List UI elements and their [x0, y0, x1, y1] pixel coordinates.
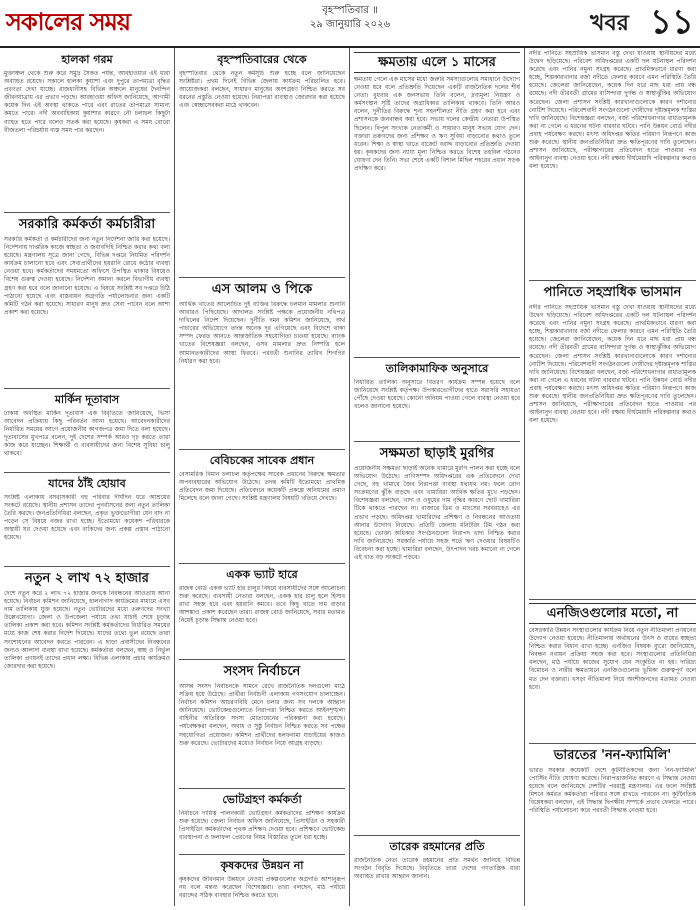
article-body: বেসরকারি উন্নয়ন সংস্থাগুলোর কার্যক্রম নিয়ে নতুন নীতিমালা প্রণয়নের উদ্যোগ নেওয়া হয়েছে। নীতিমালায় অর্থায়নের উৎস ও ব্যয়ের স্বচ্ছতা নিশ্চিত করার বিধান রাখা হচ্ছে। এনজিও বিষয়ক ব্যুরো জানিয়েছে, নিবন্ধন নবায়ন প্রক্রিয়া সহজ করা হবে। সংস্থাগুলোর প্রতিনিধিরা বলছেন, মাঠ পর্যায়ে কাজের সুযোগ যেন সংকুচিত না হয়। দারিদ্র্য বিমোচন ও নারীর ক্ষমতায়নে এনজিওগুলোর ভূমিকা গুরুত্বপূর্ণ বলে মত দেন বক্তারা। খসড়া নীতিমালা নিয়ে অংশীজনদের মতামত নেওয়া হবে।	[529, 627, 696, 691]
article	[529, 745, 696, 906]
divider	[354, 441, 520, 442]
divider	[529, 280, 696, 281]
divider	[179, 788, 345, 789]
article	[4, 214, 170, 386]
article-body: নদীর পানিতে সহস্রাধিক ভাসমান বস্তু দেখা যাওয়ায় স্থানীয়দের মধ্যে উদ্বেগ ছড়িয়েছে। পরিবেশ অধিদপ্তরের একটি দল ঘটনাস্থল পরিদর্শন করেছে এবং পানির নমুনা সংগ্রহ করেছে। প্রাথমিকভাবে ধারণা করা হচ্ছে, শিল্পকারখানার বর্জ্য নদীতে ফেলার কারণে এমন পরিস্থিতি তৈরি হয়েছে। জেলেরা জানিয়েছেন, কয়েক দিন ধরে মাছ ধরা প্রায় বন্ধ রয়েছে। নদী তীরবর্তী গ্রামের বাসিন্দারা দুর্গন্ধ ও স্বাস্থ্যঝুঁকির অভিযোগ করেছেন। জেলা প্রশাসন সংশ্লিষ্ট কারখানাগুলোকে কারণ দর্শানোর নোটিশ দিয়েছে। পরিবেশবাদী সংগঠনগুলো দোষীদের দৃষ্টান্তমূলক শাস্তির দাবি জানিয়েছে। বিশেষজ্ঞরা বলছেন, বর্জ্য পরিশোধনাগার বাধ্যতামূলক করা না গেলে এ ধরনের ঘটনা বারবার ঘটবে। পানি উন্নয়ন বোর্ড নদীর প্রবাহ পর্যবেক্ষণ করছে। মৎস্য অধিদপ্তর ক্ষতির পরিমাণ নিরূপণে কাজ শুরু করেছে। স্থানীয় জনপ্রতিনিধিরা দ্রুত ক্ষতিপূরণের দাবি তুলেছেন। প্রশাসন জানিয়েছে, পরীক্ষাগারের প্রতিবেদন হাতে পাওয়ার পর আইনানুগ ব্যবস্থা নেওয়া হবে। নদী রক্ষায় দীর্ঘমেয়াদি পরিকল্পনার কথাও বলা হয়েছে।	[529, 304, 696, 425]
article-body: নদীর পানিতে সহস্রাধিক ভাসমান বস্তু দেখা যাওয়ায় স্থানীয়দের মধ্যে উদ্বেগ ছড়িয়েছে। পরিবেশ অধিদপ্তরের একটি দল ঘটনাস্থল পরিদর্শন করেছে এবং পানির নমুনা সংগ্রহ করেছে। প্রাথমিকভাবে ধারণা করা হচ্ছে, শিল্পকারখানার বর্জ্য নদীতে ফেলার কারণে এমন পরিস্থিতি তৈরি হয়েছে। জেলেরা জানিয়েছেন, কয়েক দিন ধরে মাছ ধরা প্রায় বন্ধ রয়েছে। নদী তীরবর্তী গ্রামের বাসিন্দারা দুর্গন্ধ ও স্বাস্থ্যঝুঁকির অভিযোগ করেছেন। জেলা প্রশাসন সংশ্লিষ্ট কারখানাগুলোকে কারণ দর্শানোর নোটিশ দিয়েছে। পরিবেশবাদী সংগঠনগুলো দোষীদের দৃষ্টান্তমূলক শাস্তির দাবি জানিয়েছে। বিশেষজ্ঞরা বলছেন, বর্জ্য পরিশোধনাগার বাধ্যতামূলক করা না গেলে এ ধরনের ঘটনা বারবার ঘটবে। পানি উন্নয়ন বোর্ড নদীর প্রবাহ পর্যবেক্ষণ করছে। মৎস্য অধিদপ্তর ক্ষতির পরিমাণ নিরূপণে কাজ শুরু করেছে। স্থানীয় জনপ্রতিনিধিরা দ্রুত ক্ষতিপূরণের দাবি তুলেছেন। প্রশাসন জানিয়েছে, পরীক্ষাগারের প্রতিবেদন হাতে পাওয়ার পর আইনানুগ ব্যবস্থা নেওয়া হবে। নদী রক্ষায় দীর্ঘমেয়াদি পরিকল্পনার কথাও বলা হয়েছে।	[529, 50, 696, 171]
article	[354, 837, 520, 906]
article-body: মুক্তাঞ্চল থেকে শুরু করে সমুদ্র সৈকত পর্যন্ত, আবহাওয়ার এই ধারা অব্যাহত রয়েছে। সকালে হালকা কুয়াশা এবং দুপুরে তাপমাত্রা বৃদ্ধির প্রবণতা দেখা যাচ্ছে। রাজধানীসহ বিভিন্ন অঞ্চলে মানুষের দৈনন্দিন জীবনযাত্রায় এর প্রভাব পড়ছে। আবহাওয়া অফিস জানিয়েছে, আগামী কয়েক দিন এই অবস্থা থাকতে পারে এবং রাতের তাপমাত্রা সামান্য কমতে পারে। নদী অববাহিকায় কুয়াশার কারণে নৌ চলাচল কিছুটা ব্যাহত হতে পারে বলেও সতর্ক করা হয়েছে। কৃষকরা এ সময় বোরো বীজতলা পরিচর্যায় ব্যস্ত সময় পার করছেন।	[4, 70, 170, 134]
article-headline: এনজিওগুলোর মতো, না	[529, 603, 696, 624]
column-rule	[349, 48, 350, 906]
article	[4, 50, 170, 210]
article	[354, 50, 520, 355]
article-body: ঢাকায় অবস্থিত মার্কিন দূতাবাস এক বিবৃতিতে জানিয়েছে, ভিসা আবেদন প্রক্রিয়ায় কিছু পরিবর্তন আনা হয়েছে। আবেদনকারীদের নির্ধারিত সময়ের আগে প্রয়োজনীয় কাগজপত্র জমা দিতে বলা হয়েছে। দূতাবাসের মুখপাত্র বলেন, দুই দেশের সম্পর্ক আরও দৃঢ় করতে তারা কাজ করে যাচ্ছেন। শিক্ষার্থী ও ব্যবসায়ীদের জন্য বিশেষ সুবিধা চালু থাকবে।	[4, 410, 170, 458]
divider	[4, 566, 170, 567]
column-rule	[524, 48, 525, 906]
divider	[179, 563, 345, 564]
newspaper-name: সকালের সময়	[6, 8, 131, 36]
article-body: প্রয়োজনীয় সক্ষমতা ছাড়াই অনেক খামারে মুরগি পালন করা হচ্ছে বলে অভিযোগ উঠেছে। প্রাণিসম্পদ অধিদপ্তরের এক প্রতিবেদনে দেখা গেছে, বহু খামারে জৈব নিরাপত্তা ব্যবস্থা যথাযথ নয়। ফলে রোগ সংক্রমণের ঝুঁকি বাড়ছে এবং খামারিরা আর্থিক ক্ষতির মুখে পড়ছেন। বিশেষজ্ঞরা বলছেন, খাদ্য ও ওষুধের দাম বৃদ্ধির কারণে ছোট খামারিরা টিকে থাকতে পারছেন না। বাজারে ডিম ও মাংসের সরবরাহেও এর প্রভাব পড়ছে। অধিদপ্তর খামারিদের প্রশিক্ষণ ও নিবন্ধনের আওতায় আনার উদ্যোগ নিয়েছে। প্রতিটি জেলায় মনিটরিং টিম গঠন করা হয়েছে। ভোক্তা অধিকার সংগঠনগুলো নিরাপদ খাদ্য নিশ্চিত করার দাবি জানিয়েছে। সরকারি পর্যায়ে সহজ শর্তে ঋণ দেওয়ার বিষয়টিও বিবেচনা করা হচ্ছে। খামারিরা বলছেন, উৎপাদন খরচ কমানো না গেলে এই খাত বড় সংকটে পড়বে।	[354, 465, 520, 562]
article	[354, 443, 520, 833]
divider	[179, 277, 345, 278]
article	[529, 282, 696, 597]
article-body: ক্ষমতায় গেলে এক মাসের মধ্যে জরুরি সমস্যাগুলোর সমাধানে উদ্যোগ নেওয়া হবে বলে প্রতিশ্রুতি দিয়েছেন একটি রাজনৈতিক দলের শীর্ষ নেতা। বুধবার এক জনসভায় তিনি বলেন, দ্রব্যমূল্য নিয়ন্ত্রণ ও কর্মসংস্থান সৃষ্টি তাদের অগ্রাধিকার তালিকায় থাকবে। তিনি আরও বলেন, দুর্নীতির বিরুদ্ধে শূন্য সহনশীলতা নীতি গ্রহণ করা হবে এবং প্রশাসনকে জনবান্ধব করা হবে। সভায় দলের কেন্দ্রীয় নেতারা উপস্থিত ছিলেন। বিপুল সংখ্যক নেতাকর্মী ও সাধারণ মানুষ সভায় যোগ দেন। বক্তারা তরুণদের জন্য প্রশিক্ষণ ও ঋণ সুবিধা বাড়ানোর কথাও তুলে ধরেন। শিক্ষা ও স্বাস্থ্য খাতে বাজেট বরাদ্দ বাড়ানোর প্রতিশ্রুতি দেওয়া হয়। কৃষকদের জন্য ন্যায্য মূল্য নিশ্চিত করতে বিশেষ তহবিল গঠনের ঘোষণা দেন তিনি। সভা শেষে একটি বিশাল মিছিল শহরের প্রধান সড়ক প্রদক্ষিণ করে।	[354, 76, 520, 173]
article	[354, 359, 520, 439]
article-headline: মার্কিন দূতাবাস	[54, 393, 120, 406]
issue-day: বৃহস্পতিবার ॥	[322, 5, 378, 16]
divider	[179, 659, 345, 660]
article-headline: বেবিচকের সাবেক প্রধান	[209, 454, 315, 467]
article-headline: হালকা গরম	[61, 53, 113, 66]
article	[179, 279, 345, 447]
article-body: রাজনৈতিক নেতা তারেক রহমানের প্রতি সমর্থন জানিয়ে বিভিন্ন সংগঠন বিবৃতি দিয়েছে। বিবৃতিতে তারা দেশের গণতান্ত্রিক ধারা অব্যাহত রাখার আহ্বান জানান।	[354, 857, 520, 881]
article	[179, 565, 345, 657]
article-body: বৃহস্পতিবার থেকে নতুন কর্মসূচি শুরু হচ্ছে বলে জানিয়েছেন সংশ্লিষ্টরা। প্রথম দিনেই বিভিন্ন জেলায় কার্যক্রম পরিচালিত হবে। আয়োজকরা বলছেন, সাধারণ মানুষের অংশগ্রহণ নিশ্চিত করতে সব ধরনের প্রস্তুতি নেওয়া হয়েছে। নিরাপত্তা ব্যবস্থাও জোরদার করা হয়েছে এবং স্বেচ্ছাসেবকরা মাঠে থাকবেন।	[179, 70, 345, 110]
article-body: কৃষকদের জীবনমান উন্নয়নে নেওয়া প্রকল্পগুলোর অগ্রগতি আশানুরূপ নয় বলে মন্তব্য করেছেন বিশেষজ্ঞরা। তারা বলছেন, মাঠ পর্যায়ে বরাদ্দের সঠিক ব্যবহার নিশ্চিত করতে হবে।	[179, 876, 345, 900]
article-headline: বৃহস্পতিবারের থেকে	[217, 53, 307, 66]
article-body: সংশ্লিষ্ট এলাকায় বসবাসকারী বহু পরিবার দীর্ঘদিন ধরে আশ্রয়ের সংকটে রয়েছে। স্থানীয় প্রশাসন তাদের পুনর্বাসনের জন্য নতুন তালিকা তৈরি করছে। জনপ্রতিনিধিরা বলছেন, প্রকৃত ভুক্তভোগীরা যেন বাদ না পড়েন সে বিষয়ে নজর রাখা হচ্ছে। ইতোমধ্যে কয়েকশ পরিবারকে অস্থায়ী ঘর দেওয়া হয়েছে এবং বাকিদের জন্য প্রকল্প প্রস্তাব পাঠানো হয়েছে।	[4, 494, 170, 542]
divider	[529, 743, 696, 744]
divider	[354, 357, 520, 358]
article-body: বেসামরিক বিমান চলাচল কর্তৃপক্ষের সাবেক প্রধানের বিরুদ্ধে ক্ষমতার অপব্যবহারের অভিযোগ উঠেছে। তদন্ত কমিটি ইতোমধ্যে প্রাথমিক প্রতিবেদন জমা দিয়েছে। প্রতিবেদনে কয়েকটি প্রকল্পে অনিয়মের প্রমাণ মিলেছে বলে জানা গেছে। সংশ্লিষ্ট মন্ত্রণালয় বিষয়টি খতিয়ে দেখছে।	[179, 471, 345, 503]
section-name: খবর	[590, 11, 629, 36]
article-body: নির্বাচনে দায়িত্ব পালনকারী ভোটগ্রহণ কর্মকর্তাদের প্রশিক্ষণ কার্যক্রম শুরু হয়েছে। জেলা নির্বাচন অফিস জানিয়েছে, প্রিসাইডিং ও সহকারী প্রিসাইডিং কর্মকর্তাদের পৃথক প্রশিক্ষণ দেওয়া হবে। প্রশিক্ষণে ভোটকেন্দ্র ব্যবস্থাপনা ও ফলাফল প্রেরণের নিয়ম বিস্তারিত তুলে ধরা হচ্ছে।	[179, 810, 345, 842]
article-body: আসন্ন সংসদ নির্বাচনকে সামনে রেখে রাজনৈতিক দলগুলো মাঠে সক্রিয় হয়ে উঠেছে। প্রার্থীরা নির্বাচনী এলাকায় গণসংযোগ চালাচ্ছেন। নির্বাচন কমিশন আচরণবিধি মেনে চলার জন্য সব দলকে আহ্বান জানিয়েছে। ভোটকেন্দ্রগুলোতে নিরাপত্তা নিশ্চিত করতে আইনশৃঙ্খলা বাহিনীর অতিরিক্ত সদস্য মোতায়েনের পরিকল্পনা করা হয়েছে। পর্যবেক্ষকরা বলছেন, অবাধ ও সুষ্ঠু নির্বাচন নিশ্চিত করতে সব পক্ষের সহযোগিতা প্রয়োজন। কমিশন প্রার্থীদের হলফনামা যাচাইয়ের কাজও শুরু করেছে। ভোটারদের মধ্যেও নির্বাচন নিয়ে আগ্রহ বাড়ছে।	[179, 683, 345, 747]
column-rule	[174, 48, 175, 906]
article-headline: যাদের ঠাঁই হোয়াব	[48, 477, 126, 490]
article-headline: নতুন ২ লাখ ৭২ হাজার	[25, 571, 149, 586]
article-headline: এস আলম ও পিকে	[211, 282, 313, 297]
article-headline: ভোটগ্রহণ কর্মকর্তা	[222, 793, 302, 806]
issue-date: ২৯ জানুয়ারি ২০২৬	[309, 19, 391, 30]
article-body: ভারত সরকার কয়েকটি দেশে কূটনীতিকদের জন্য 'নন-ফ্যামিলি' পোস্টিং নীতি ঘোষণা করেছে। নিরাপত্তাজনিত কারণে এ সিদ্ধান্ত নেওয়া হয়েছে বলে জানিয়েছে দেশটির পররাষ্ট্র মন্ত্রণালয়। এর ফলে সংশ্লিষ্ট মিশনে কর্মরত কর্মকর্তারা পরিবার সঙ্গে রাখতে পারবেন না। কূটনৈতিক বিশ্লেষকরা বলছেন, এই সিদ্ধান্ত দ্বিপক্ষীয় সম্পর্কে প্রভাব ফেলতে পারে। পরিস্থিতি পর্যালোচনা করে পরবর্তী সিদ্ধান্ত নেওয়া হবে।	[529, 767, 696, 815]
article-headline: সংসদ নির্বাচনে	[223, 664, 301, 679]
article	[179, 661, 345, 786]
article	[4, 474, 170, 564]
article	[179, 50, 345, 275]
divider	[4, 388, 170, 389]
article-headline: একক ভ্যাট হারে	[226, 568, 298, 581]
article	[179, 790, 345, 852]
article	[179, 451, 345, 561]
article-headline: তারেক রহমানের প্রতি	[389, 840, 485, 853]
article-body: দেশে নতুন করে ২ লাখ ৭২ হাজার জনকে নিবন্ধনের আওতায় আনা হয়েছে। নির্বাচন কমিশন জানিয়েছে, হালনাগাদ কার্যক্রমের মাধ্যমে এসব নাম তালিকায় যুক্ত হয়েছে। নতুন ভোটারদের মধ্যে তরুণদের সংখ্যা উল্লেখযোগ্য। জেলা ও উপজেলা পর্যায়ে তথ্য যাচাই শেষে চূড়ান্ত তালিকা প্রকাশ করা হবে। কমিশন সংশ্লিষ্ট কর্মকর্তাদের নির্ধারিত সময়ের মধ্যে কাজ শেষ করার নির্দেশ দিয়েছে। যাদের তথ্যে ভুল রয়েছে তারা সংশোধনের আবেদন করতে পারবেন। এ ছাড়া প্রবাসীদের নিবন্ধনের জন্যও আলাদা ব্যবস্থা রাখা হয়েছে। কর্মকর্তারা বলছেন, স্বচ্ছ ও নির্ভুল তালিকা প্রণয়নই তাদের প্রধান লক্ষ্য। বিভিন্ন এলাকায় প্রচার কার্যক্রমও জোরদার করা হয়েছে।	[4, 590, 170, 670]
article	[529, 50, 696, 278]
article	[4, 390, 170, 470]
article-body: সরকারি কর্মকর্তা ও কর্মচারীদের জন্য নতুন নির্দেশনা জারি করা হয়েছে। নির্দেশনায় দাপ্তরিক কাজে স্বচ্ছতা ও জবাবদিহি নিশ্চিত করার কথা বলা হয়েছে। মন্ত্রণালয় সূত্রে জানা গেছে, বিভিন্ন দপ্তরে নিয়মিত পরিদর্শন কার্যক্রম চালানো হবে এবং সেবাপ্রার্থীদের হয়রানি রোধে কঠোর ব্যবস্থা নেওয়া হবে। কর্মকর্তাদের সময়মতো অফিসে উপস্থিত থাকার বিষয়েও বিশেষ গুরুত্ব দেওয়া হয়েছে। নির্দেশনা অমান্য করলে বিভাগীয় ব্যবস্থা গ্রহণ করা হবে বলে জানানো হয়েছে। এ বিষয়ে সংশ্লিষ্ট সব দপ্তরে চিঠি পাঠানো হয়েছে এবং বাস্তবায়ন অগ্রগতি পর্যালোচনার জন্য একটি কমিটি গঠন করা হয়েছে। সাধারণ মানুষ দ্রুত সেবা পাবেন বলে আশা প্রকাশ করা হয়েছে।	[4, 236, 170, 316]
masthead	[0, 0, 700, 48]
article-headline: ভারতের 'নন-ফ্যামিলি'	[553, 748, 672, 763]
page-number: ১১	[649, 2, 694, 42]
article	[529, 601, 696, 741]
divider	[4, 472, 170, 473]
divider	[4, 212, 170, 213]
divider	[179, 854, 345, 855]
article-body: রাজস্ব বোর্ড একক ভ্যাট হার চালুর বিষয়ে ব্যবসায়ীদের সঙ্গে আলোচনা শুরু করেছে। ব্যবসায়ী নেতারা বলছেন, একক হার চালু হলে হিসাব রাখা সহজ হবে এবং হয়রানি কমবে। তবে কিছু খাতে দাম বাড়ার আশঙ্কাও প্রকাশ করেছেন তারা। রাজস্ব বোর্ড জানিয়েছে, সবার মতামত নিয়েই চূড়ান্ত সিদ্ধান্ত নেওয়া হবে।	[179, 585, 345, 625]
article-headline: সরকারি কর্মকর্তা কর্মচারীরা	[18, 217, 156, 232]
article-headline: তালিকামাফিক অনুসারে	[385, 362, 489, 375]
article-body: নির্ধারিত তালিকা অনুসারে বিতরণ কার্যক্রম সম্পন্ন হয়েছে বলে জানিয়েছে সংশ্লিষ্ট কর্তৃপক্ষ। উপকারভোগীদের হাতে সরাসরি সহায়তা পৌঁছে দেওয়া হয়েছে। কোনো অনিয়ম পাওয়া গেলে ব্যবস্থা নেওয়া হবে বলেও জানানো হয়েছে।	[354, 379, 520, 411]
article	[179, 856, 345, 906]
article-headline: সক্ষমতা ছাড়াই মুরগির	[379, 446, 495, 461]
article	[4, 568, 170, 906]
dateline	[250, 4, 450, 32]
article-headline: ক্ষমতায় এলে ১ মাসের	[354, 52, 520, 73]
divider	[354, 835, 520, 836]
divider	[529, 599, 696, 600]
divider	[179, 449, 345, 450]
article-headline: কৃষকদের উন্নয়ন না	[220, 859, 304, 872]
article-headline: পানিতে সহস্রাধিক ভাসমান	[543, 285, 682, 300]
article-body: আর্থিক খাতের আলোচিত দুই ব্যক্তির বিরুদ্ধে চলমান মামলার শুনানি আবারও পিছিয়েছে। আদালত সংশ্লিষ্ট পক্ষকে প্রয়োজনীয় নথিপত্র দাখিলের নির্দেশ দিয়েছেন। দুর্নীতি দমন কমিশন জানিয়েছে, অর্থ পাচারের অভিযোগে তদন্ত অনেক দূর এগিয়েছে এবং বিদেশে থাকা সম্পদ ফেরত আনতে আন্তর্জাতিক সহযোগিতা চাওয়া হয়েছে। ব্যাংক খাতের বিশেষজ্ঞরা বলছেন, এসব মামলার দ্রুত নিষ্পত্তি হলে আমানতকারীদের আস্থা ফিরবে। পরবর্তী শুনানির তারিখ শিগগির নির্ধারণ করা হবে।	[179, 301, 345, 365]
